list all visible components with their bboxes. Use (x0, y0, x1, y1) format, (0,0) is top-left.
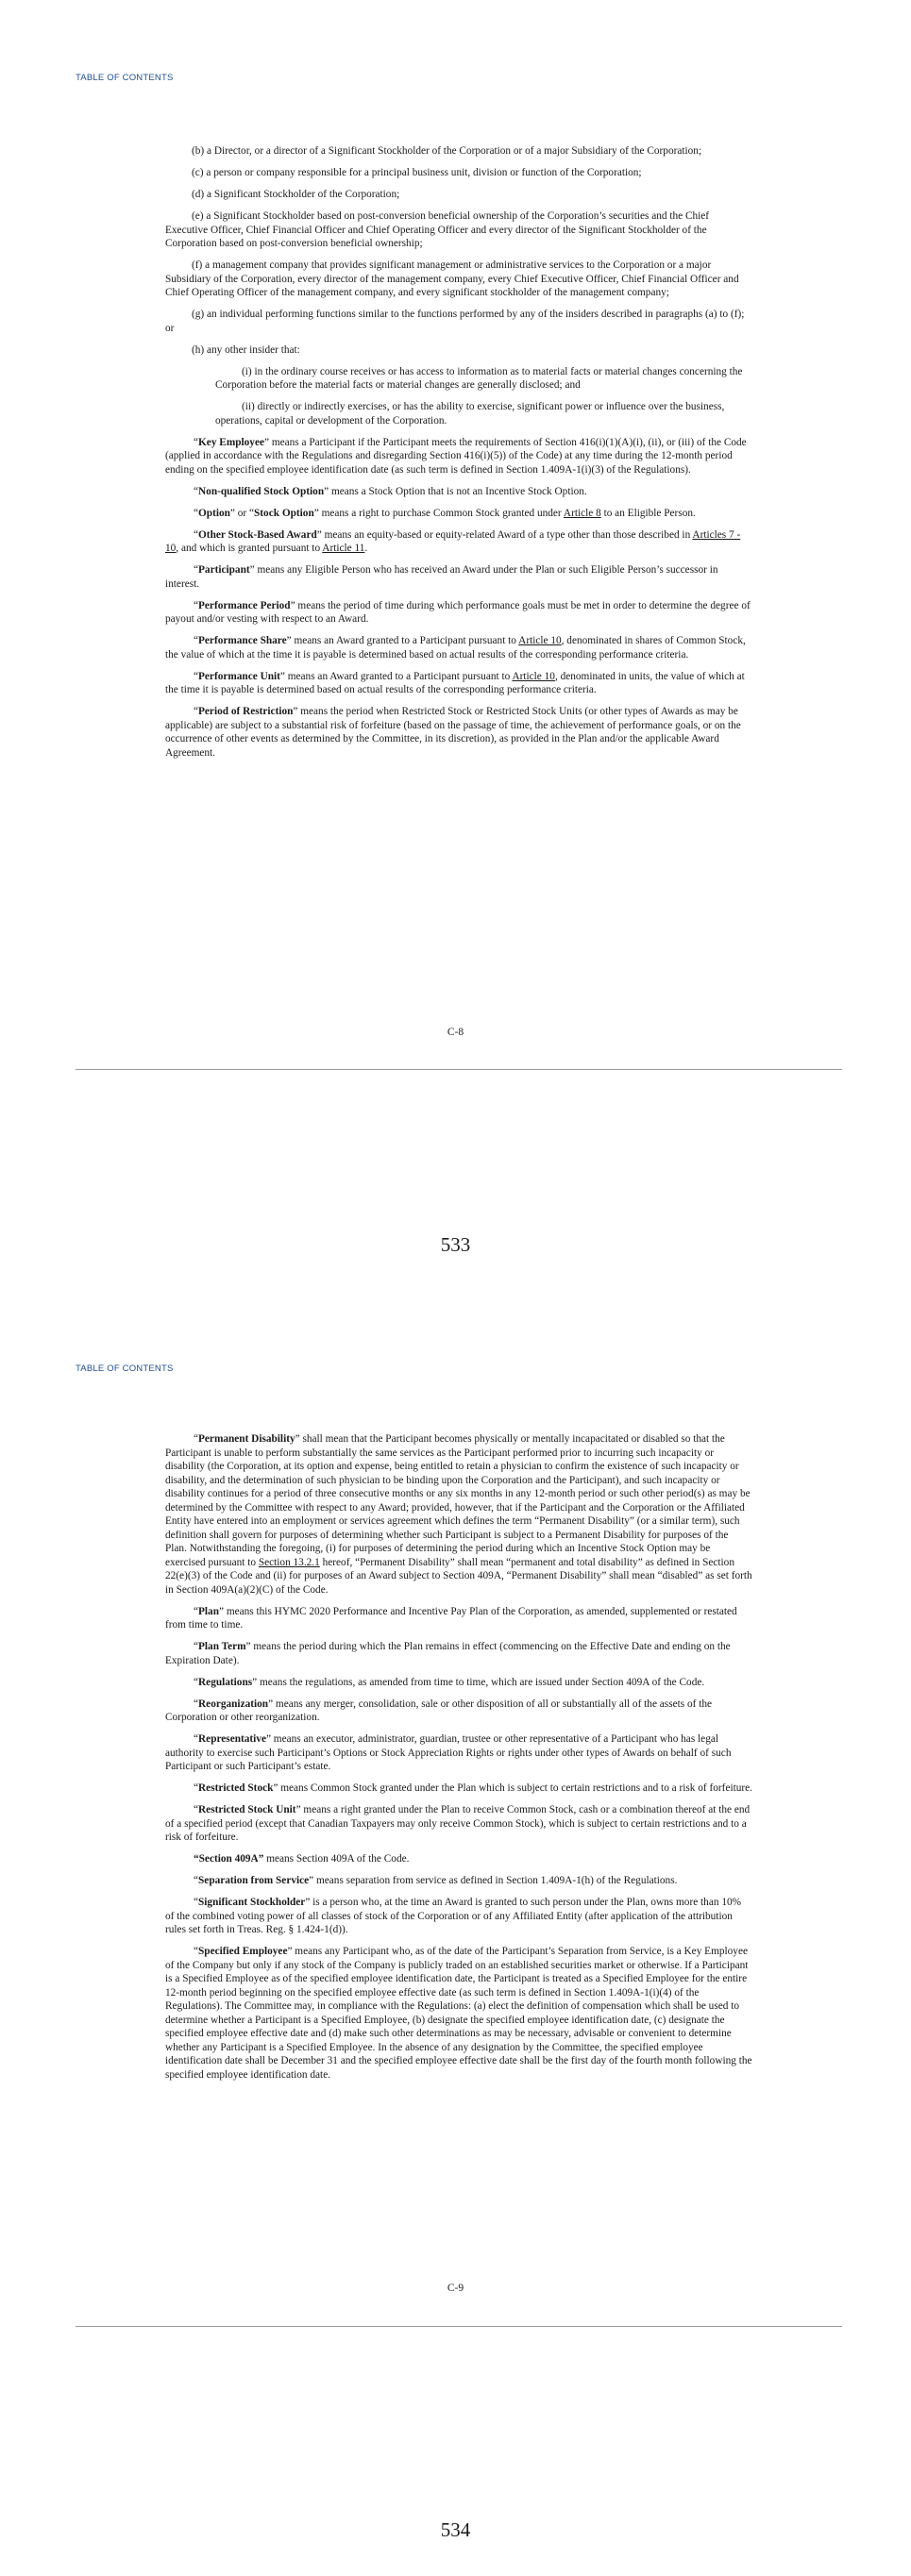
paragraph-text: “ (194, 1433, 199, 1445)
cross-reference-link[interactable]: Article 11 (322, 543, 365, 554)
definition-paragraph (165, 1432, 752, 1597)
list-paragraph (165, 144, 752, 159)
paragraph-text: ” means an executor, administrator, guardian, trustee or other representative of a Participant who has legal authority to exercise such Participant’s Options or Stock Appreciation Rights or rights under other types of Awards on behalf of such Participant or such Participant’s estate. (165, 1733, 732, 1772)
definition-paragraph (165, 1732, 752, 1774)
paragraph-text: “ (194, 1804, 199, 1815)
paragraph-text: ” means separation from service as defined in Section 1.409A-1(h) of the Regulations. (309, 1875, 678, 1886)
paragraph-text: “ (194, 1875, 199, 1886)
defined-term: Participant (198, 564, 250, 576)
cross-reference-link[interactable]: Article 10 (512, 670, 555, 682)
paragraph-text: , and which is granted pursuant to (176, 543, 323, 554)
paragraph-text: ” means any Eligible Person who has received an Award under the Plan or such Eligible Person’s successor in interest. (165, 564, 718, 590)
page-number: 533 (440, 1233, 471, 1256)
paragraph-text: (e) a Significant Stockholder based on post-conversion beneficial ownership of the Corporation’s securities and the Chief Executive Officer, Chief Financial Officer and Chief Operating Officer and every director of the Significant Stockholder of the Corporation based on post-conversion beneficial ownership; (165, 210, 710, 249)
list-paragraph (165, 166, 752, 180)
list-paragraph (165, 209, 752, 251)
paragraph-text: ” means an Award granted to a Participant pursuant to (286, 635, 519, 646)
defined-term: Option (198, 507, 230, 519)
paragraph-text: (b) a Director, or a director of a Significant Stockholder of the Corporation or of a major Subsidiary of the Corporation; (192, 145, 702, 157)
definition-paragraph (165, 1698, 752, 1725)
paragraph-text: , denominated in shares of Common Stock, the value of which at the time it is payable is determined based on actual results of the corresponding performance criteria. (165, 635, 746, 661)
page-body (165, 144, 752, 768)
defined-term: “Section 409A” (194, 1853, 264, 1865)
cross-reference-link[interactable]: Section 13.2.1 (258, 1556, 320, 1568)
list-paragraph (165, 400, 752, 427)
defined-term: Separation from Service (198, 1875, 310, 1886)
paragraph-text: ” means the period of time during which performance goals must be met in order to determine the degree of payout and/or vesting with respect to an Award. (165, 599, 751, 625)
defined-term: Specified Employee (198, 1946, 288, 1957)
definition-paragraph (165, 1640, 752, 1667)
paragraph-text: “ (194, 599, 199, 611)
defined-term: Plan (198, 1605, 219, 1617)
page-footer-label: C-8 (447, 1027, 464, 1038)
page-footer-label: C-9 (447, 2283, 464, 2294)
defined-term: Restricted Stock (198, 1782, 274, 1794)
paragraph-text: ” means an Award granted to a Participant pursuant to (279, 670, 513, 682)
page-divider (76, 2326, 842, 2327)
defined-term: Performance Share (198, 635, 287, 646)
paragraph-text: “ (194, 564, 199, 576)
paragraph-text: “ (194, 1676, 199, 1688)
definition-paragraph (165, 1874, 752, 1888)
paragraph-text: (i) in the ordinary course receives or has access to information as to material facts or material changes concerning the Corporation before the material facts or material changes are generally disclosed; and (215, 365, 743, 391)
paragraph-text: ” means an equity-based or equity-related Award of a type other than those described in (316, 528, 693, 541)
definition-paragraph (165, 436, 752, 477)
paragraph-text: “ (194, 507, 199, 519)
table-of-contents-link[interactable]: TABLE OF CONTENTS (76, 73, 174, 83)
defined-term: Key Employee (198, 436, 264, 448)
page-number: 534 (440, 2518, 471, 2541)
definition-paragraph (165, 563, 752, 591)
definition-paragraph (165, 528, 752, 556)
definition-paragraph (165, 1852, 752, 1866)
paragraph-text: hereof, “Permanent Disability” shall mean “permanent and total disability” as defined in Section 22(e)(3) of the Code and (ii) for purposes of an Award subject to Section 409A, “Permanent Disability” shall mean “disabled” as set forth in Section 409A(a)(2)(C) of the Code. (165, 1556, 752, 1596)
paragraph-text: (f) a management company that provides significant management or administrative services to the Corporation or a major Subsidiary of the Corporation, every director of the management company, every Chief Executive Officer, Chief Financial Officer and Chief Operating Officer of the management company, and every significant stockholder of the management company; (165, 259, 739, 298)
defined-term: Stock Option (254, 507, 314, 519)
paragraph-text: to an Eligible Person. (600, 507, 696, 519)
definition-paragraph (165, 1945, 752, 2082)
definition-paragraph (165, 1781, 752, 1796)
paragraph-text: , denominated in units, the value of which at the time it is payable is determined based on actual results of the corresponding performance criteria. (165, 670, 745, 695)
paragraph-text: ” shall mean that the Participant becomes physically or mentally incapacitated or disabled so that the Participant is unable to perform substantially the same services as the Participant performed prior to incurring such incapacity or disability (the Corporation, at its option and expense, being entitled to retain a physician to confirm the existence of such incapacity or disability, and the determination of such physician to be binding upon the Corporation and the Participant), and such incapacity or disability continues for a period of three consecutive months or any six months in any 12-month period or such other period(s) as may be determined by the Committee with respect to any Award; provided, however, that if the Participant and the Corporation or the Affiliated Entity have entered into an employment or services agreement which defines the term “Permanent Disability” (or a similar term), such definition shall govern for purposes of determining whether such Participant is subject to a Permanent Disability for purposes of the Plan. Notwithstanding the foregoing, (i) for purposes of determining the period during which an Incentive Stock Option may be exercised pursuant to (165, 1433, 751, 1568)
paragraph-text: “ (194, 528, 199, 541)
defined-term: Period of Restriction (198, 706, 294, 717)
definition-paragraph (165, 1896, 752, 1937)
document-page-534 (0, 1293, 911, 2576)
paragraph-text: “ (194, 1605, 199, 1617)
paragraph-text: ” means a right to purchase Common Stock granted under (313, 507, 564, 519)
paragraph-text: ” means Common Stock granted under the Plan which is subject to certain restrictions and to a risk of forfeiture. (273, 1782, 752, 1794)
list-paragraph (165, 188, 752, 202)
list-paragraph (165, 343, 752, 358)
defined-term: Representative (198, 1733, 266, 1745)
definition-paragraph (165, 507, 752, 521)
defined-term: Permanent Disability (198, 1433, 295, 1445)
paragraph-text: “ (194, 1733, 199, 1745)
defined-term: Other Stock-Based Award (198, 528, 317, 541)
paragraph-text: ” means a Participant if the Participant meets the requirements of Section 416(i)(1)(A)(i), (ii), or (iii) of the Code (applied in accordance with the Regulations and disregarding Section 416(i)(5)) of the Code) at any time during the 12-month period ending on the specified employee identification date (as such term is defined in Section 1.409A-1(i)(3) of the Regulations). (165, 436, 747, 476)
defined-term: Significant Stockholder (198, 1897, 306, 1908)
paragraph-text: “ (194, 485, 199, 497)
definition-paragraph (165, 485, 752, 499)
paragraph-text: ” means the period during which the Plan remains in effect (commencing on the Effective Date and ending on the Expiration Date). (165, 1641, 731, 1666)
paragraph-text: “ (194, 706, 199, 717)
definition-paragraph (165, 1803, 752, 1845)
defined-term: Plan Term (198, 1641, 246, 1652)
paragraph-text: ” means a Stock Option that is not an Incentive Stock Option. (324, 485, 587, 497)
paragraph-text: “ (194, 1698, 199, 1710)
list-paragraph (165, 308, 752, 335)
cross-reference-link[interactable]: Article 8 (563, 507, 601, 519)
defined-term: Performance Period (198, 599, 291, 611)
defined-term: Restricted Stock Unit (198, 1804, 296, 1815)
definition-paragraph (165, 1676, 752, 1690)
paragraph-text: (g) an individual performing functions similar to the functions performed by any of the insiders described in paragraphs (a) to (f); or (165, 309, 745, 334)
definition-paragraph (165, 670, 752, 697)
paragraph-text: ” means the period when Restricted Stock or Restricted Stock Units (or other types of Awards as may be applicable) are subject to a substantial risk of forfeiture (based on the passage of time, the achievement of performance goals, or on the occurrence of other events as determined by the Committee, in its discretion), as provided in the Plan and/or the applicable Award Agreement. (165, 706, 741, 759)
list-paragraph (165, 259, 752, 300)
paragraph-text: “ (194, 635, 199, 646)
definition-paragraph (165, 599, 752, 627)
paragraph-text: . (364, 543, 368, 554)
page-divider (76, 1069, 842, 1070)
paragraph-text: “ (194, 1641, 199, 1652)
paragraph-text: means Section 409A of the Code. (263, 1853, 410, 1865)
page-body (165, 1432, 752, 2090)
definition-paragraph (165, 705, 752, 760)
paragraph-text: “ (194, 1782, 199, 1794)
table-of-contents-link[interactable]: TABLE OF CONTENTS (76, 1363, 174, 1374)
cross-reference-link[interactable]: Articles 7 - 10 (165, 528, 741, 554)
paragraph-text: (d) a Significant Stockholder of the Corporation; (192, 189, 400, 200)
paragraph-text: ” means this HYMC 2020 Performance and Incentive Pay Plan of the Corporation, as amended, supplemented or restated from time to time. (165, 1605, 737, 1631)
paragraph-text: ” is a person who, at the time an Award is granted to such person under the Plan, owns more than 10% of the combined voting power of all classes of stock of the Corporation or of any Affiliated Entity (after application of the attribution rules set forth in Treas. Reg. § 1.424-1(d)). (165, 1897, 742, 1935)
paragraph-text: ” means a right granted under the Plan to receive Common Stock, cash or a combination thereof at the end of a specified period (except that Canadian Taxpayers may only receive Common Stock), which is subject to certain restrictions and to a risk of forfeiture. (165, 1804, 751, 1843)
paragraph-text: ” means any Participant who, as of the date of the Participant’s Separation from Service, is a Key Employee of the Company but only if any stock of the Company is publicly traded on an established securities market or otherwise. If a Participant is a Specified Employee as of the specified employee identification date, the Participant is treated as a Specified Employee for the entire 12-month period beginning on the specified employee effective date (as such term is defined in Section 1.409A-1(i)(4) of the Regulations). The Committee may, in compliance with the Regulations: (a) elect the definition of compensation which shall be used to determine whether a Participant is a Specified Employee, (b) designate the specified employee identification date, (c) designate the specified employee effective date and (d) make such other determinations as may be necessary, advisable or convenient to determine whether any Participant is a Specified Employee. In the absence of any designation by the Committee, the specified employee identification date shall be December 31 and the specified employee effective date shall be the first day of the fourth month following the specified employee identification date. (165, 1946, 752, 2081)
paragraph-text: (c) a person or company responsible for a principal business unit, division or function of the Corporation; (192, 167, 642, 178)
paragraph-text: ” means the regulations, as amended from time to time, which are issued under Section 409A of the Code. (252, 1676, 705, 1688)
paragraph-text: “ (194, 1946, 199, 1957)
paragraph-text: (h) any other insider that: (192, 343, 300, 356)
paragraph-text: (ii) directly or indirectly exercises, or has the ability to exercise, significant power or influence over the business, operations, capital or development of the Corporation. (215, 401, 725, 427)
paragraph-text: ” or “ (229, 507, 255, 519)
definition-paragraph (165, 1605, 752, 1632)
paragraph-text: “ (194, 436, 199, 448)
defined-term: Reorganization (198, 1698, 269, 1710)
defined-term: Non-qualified Stock Option (198, 485, 325, 497)
definition-paragraph (165, 634, 752, 661)
list-paragraph (165, 365, 752, 393)
defined-term: Performance Unit (198, 670, 280, 682)
cross-reference-link[interactable]: Article 10 (518, 635, 562, 646)
paragraph-text: “ (194, 1897, 199, 1908)
paragraph-text: “ (194, 670, 199, 682)
defined-term: Regulations (198, 1676, 253, 1688)
paragraph-text: ” means any merger, consolidation, sale or other disposition of all or substantially all of the assets of the Corporation or other reorganization. (165, 1698, 713, 1723)
